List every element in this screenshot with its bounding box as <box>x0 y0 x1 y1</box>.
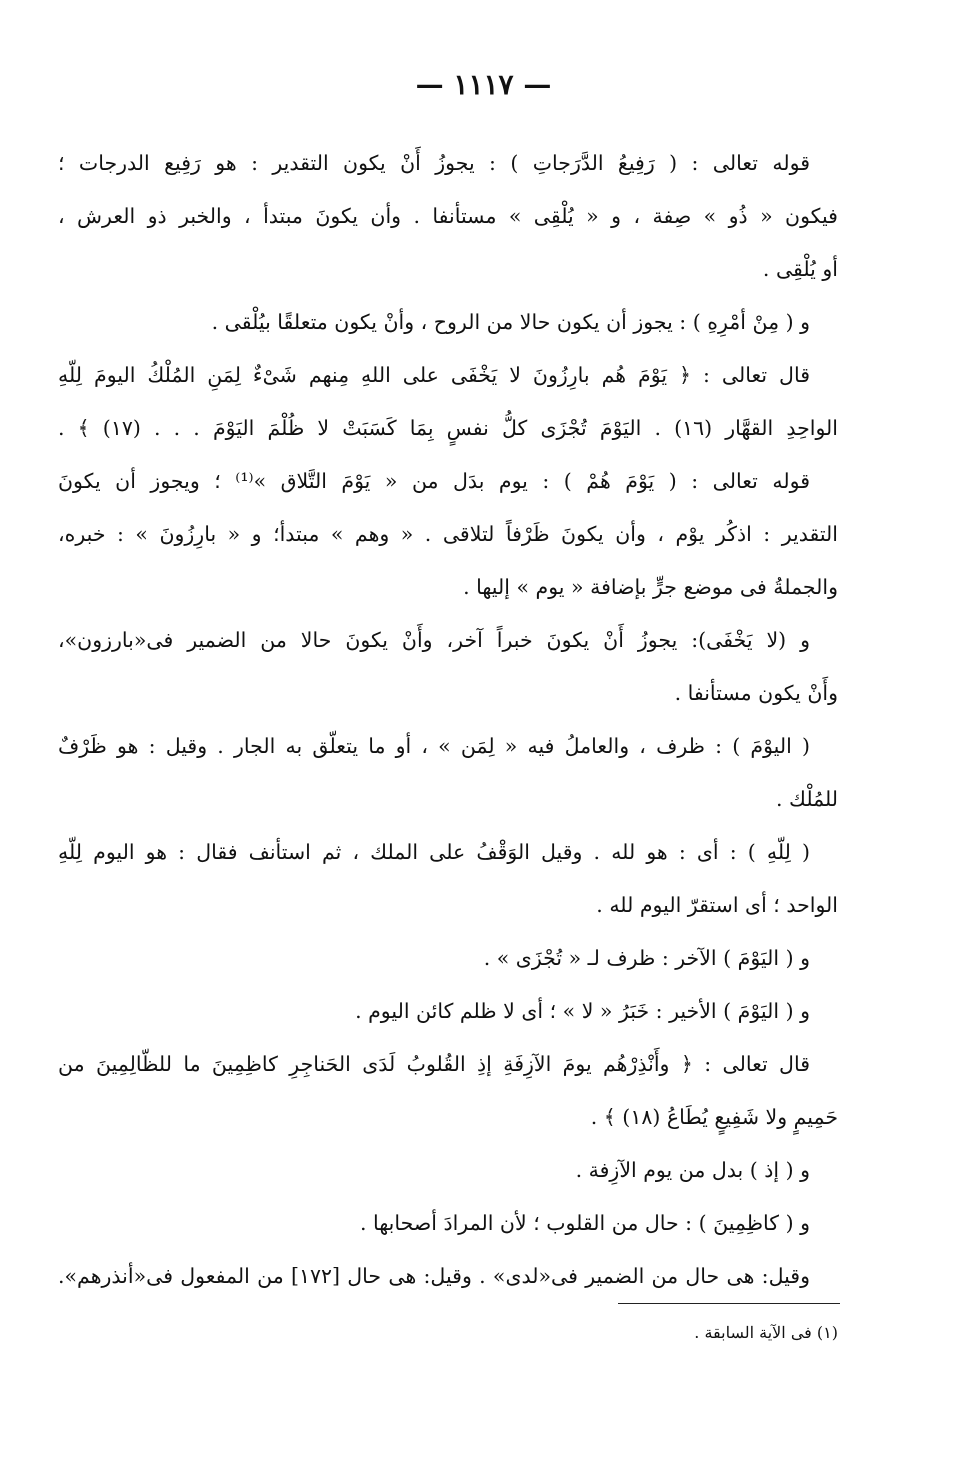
text-line: ( لِلّهِ ) : أى : هو لله . وقيل الوَقْفُ على الملك ، ثم استأنف فقال : هو اليوم لِلّهِ <box>58 840 810 864</box>
body-text <box>58 137 838 1303</box>
text-line: للمُلْك . <box>776 787 838 811</box>
text-line: و ( اليَوْمَ ) الآخر : ظرف لـ « تُجْزَى » . <box>483 946 810 970</box>
page-number: — ١١١٧ — <box>415 68 552 101</box>
text-line: و ( كاظِمِينَ ) : حال من القلوب ؛ لأن المرادَ أصحابها . <box>359 1211 810 1235</box>
text-line: والجملةُ فى موضع جرٍّ بإضافة « يوم » إليها . <box>463 575 838 599</box>
text-line: فيكون « ذُو » صِفة ، و « يُلْقِى » مستأنفا . وأن يكونَ مبتدأ ، والخبر ذو العرش ، <box>58 204 838 228</box>
footnote: (١) فى الآية السابقة . <box>694 1323 838 1342</box>
text-line: و ( مِنْ أمْرِهِ ) : يجوز أن يكون حالا من الروح ، وأنْ يكون متعلقًا بيُلْقى . <box>211 310 810 334</box>
footnote-divider <box>618 1303 840 1304</box>
text-line: قوله تعالى : ( يَوْمَ هُمْ ) : يوم بدَل من « يَوْمَ التَّلاق »⁽¹⁾ ؛ ويجوز أن يكونَ <box>58 469 810 493</box>
verse-line: حَمِيمٍ ولا شَفِيعٍ يُطَاعُ (١٨) ﴾ . <box>590 1105 838 1129</box>
verse-line: قال تعالى : ﴿ وأَنْذِرْهُم يومَ الآزِفَةِ إذِ القُلوبُ لَدَى الحَناجِرِ كاظِمِينَ ما للظّالِمِينَ من <box>58 1052 810 1076</box>
text-line: و (لا يَخْفَى): يجوزُ أَنْ يكونَ خبراً آخر، وأَنْ يكونَ حالا من الضمير فى«بارزون»، <box>58 628 810 652</box>
verse-line: الواحِدِ القهَّار (١٦) . اليَوْمَ تُجْزَى كلُّ نفسٍ بِمَا كَسَبَتْ لا ظُلْمَ اليَوْمَ . . . (١٧) ﴾ . <box>58 416 838 440</box>
text-line: و ( إذ ) بدل من يوم الآزِفة . <box>575 1158 810 1182</box>
text-line: وأَنْ يكون مستأنفا . <box>674 681 838 705</box>
text-line: وقيل: هى حال من الضمير فى«لدى» . وقيل: هى حال [١٧٢] من المفعول فى«أنذرهم». <box>58 1264 810 1288</box>
text-line: أو يُلْقِى . <box>762 257 838 281</box>
verse-line: قال تعالى : ﴿ يَوْمَ هُم بارِزُونَ لا يَخْفَى على اللهِ مِنهم شَىْءٌ لِمَنِ المُلْكُ اليومَ لِلّهِ <box>58 363 810 387</box>
text-line: ( اليوْمَ ) : ظرف ، والعاملُ فيه « لِمَن » ، أو ما يتعلّق به الجار . وقيل : هو ظَرْفٌ <box>58 734 810 758</box>
text-line: و ( اليَوْمَ ) الأخير : خَبَرُ « لا » ؛ أى لا ظلم كائن اليوم . <box>355 999 810 1023</box>
text-line: الواحد ؛ أى استقرّ اليوم لله . <box>596 893 838 917</box>
text-line: قوله تعالى : ( رَفِيعُ الدَّرَجاتِ ) : يجوزُ أَنْ يكون التقدير : هو رَفِيع الدرجات ؛ <box>58 151 810 175</box>
text-line: التقدير : اذكُر يوْم ، وأن يكونَ ظَرْفاً لتلاقى . « وهم » مبتدأ؛ و « بارِزُونَ » : خبره، <box>58 522 838 546</box>
